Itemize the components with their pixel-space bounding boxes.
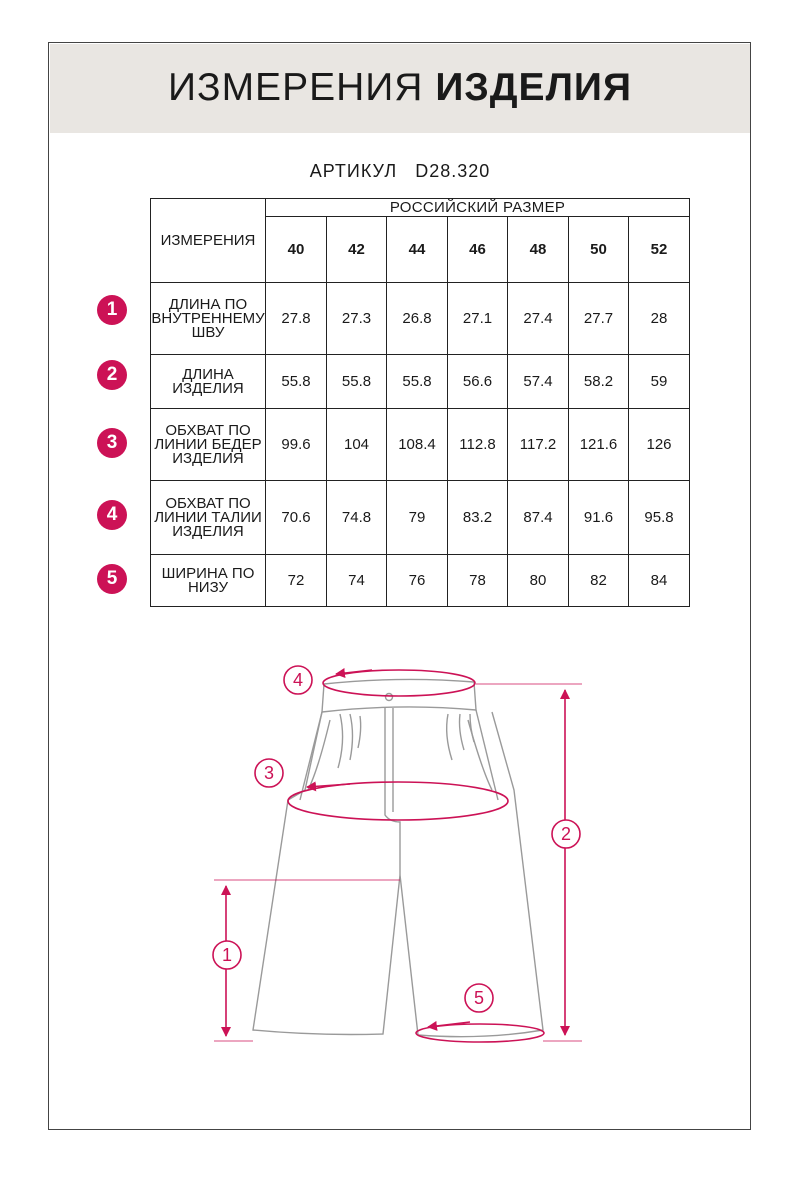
diagram-marker-label: 2	[560, 824, 572, 844]
table-cell: 27.3	[327, 283, 387, 355]
row-number-badge: 3	[97, 428, 127, 458]
table-cell: 26.8	[387, 283, 448, 355]
row-number-badge: 5	[97, 564, 127, 594]
size-header: 44	[387, 217, 448, 283]
waist-arrow	[336, 670, 372, 674]
table-cell: 99.6	[266, 409, 327, 481]
table-cell: 108.4	[387, 409, 448, 481]
row-label: ДЛИНА ИЗДЕЛИЯ	[151, 355, 266, 409]
diagram-marker-label: 5	[473, 988, 485, 1008]
row-label: ШИРИНА ПО НИЗУ	[151, 555, 266, 607]
table-cell: 121.6	[569, 409, 629, 481]
table-cell: 104	[327, 409, 387, 481]
diagram-marker-label: 3	[263, 763, 275, 783]
row-number-badge: 1	[97, 295, 127, 325]
table-cell: 58.2	[569, 355, 629, 409]
table-cell: 112.8	[448, 409, 508, 481]
row-number-badge: 2	[97, 360, 127, 390]
shorts-outline	[253, 679, 543, 1036]
title-light: ИЗМЕРЕНИЯ	[167, 66, 424, 109]
table-cell: 55.8	[327, 355, 387, 409]
waist-circumference-mark	[323, 670, 475, 696]
size-header: 46	[448, 217, 508, 283]
measurement-guides	[226, 670, 565, 1042]
hip-circumference-mark	[288, 782, 508, 820]
table-cell: 83.2	[448, 481, 508, 555]
table-cell: 126	[629, 409, 690, 481]
title-bold: ИЗДЕЛИЯ	[435, 66, 632, 109]
size-header: 40	[266, 217, 327, 283]
table-cell: 91.6	[569, 481, 629, 555]
table-cell: 117.2	[508, 409, 569, 481]
table-cell: 95.8	[629, 481, 690, 555]
extension-lines	[214, 684, 582, 1041]
table-cell: 27.1	[448, 283, 508, 355]
table-cell: 55.8	[387, 355, 448, 409]
table-cell: 59	[629, 355, 690, 409]
table-cell: 82	[569, 555, 629, 607]
table-cell: 80	[508, 555, 569, 607]
table-cell: 56.6	[448, 355, 508, 409]
row-label: ДЛИНА ПО ВНУТРЕННЕМУ ШВУ	[151, 283, 266, 355]
size-header: 52	[629, 217, 690, 283]
table-cell: 28	[629, 283, 690, 355]
article-label: АРТИКУЛ	[309, 161, 398, 181]
size-header: 50	[569, 217, 629, 283]
table-cell: 87.4	[508, 481, 569, 555]
table-cell: 27.8	[266, 283, 327, 355]
article-code: D28.320	[415, 161, 491, 181]
size-header: 48	[508, 217, 569, 283]
row-label: ОБХВАТ ПО ЛИНИИ ТАЛИИ ИЗДЕЛИЯ	[151, 481, 266, 555]
table-cell: 74.8	[327, 481, 387, 555]
table-group-label: РОССИЙСКИЙ РАЗМЕР	[266, 199, 690, 217]
table-cell: 27.7	[569, 283, 629, 355]
table-cell: 74	[327, 555, 387, 607]
diagram-marker-label: 1	[221, 945, 233, 965]
diagram-marker-label: 4	[292, 670, 304, 690]
table-corner-label: ИЗМЕРЕНИЯ	[151, 199, 266, 283]
table-cell: 70.6	[266, 481, 327, 555]
table-cell: 27.4	[508, 283, 569, 355]
size-header: 42	[327, 217, 387, 283]
row-number-badge: 4	[97, 500, 127, 530]
table-cell: 72	[266, 555, 327, 607]
table-cell: 79	[387, 481, 448, 555]
table-cell: 55.8	[266, 355, 327, 409]
table-cell: 57.4	[508, 355, 569, 409]
row-label: ОБХВАТ ПО ЛИНИИ БЕДЕР ИЗДЕЛИЯ	[151, 409, 266, 481]
table-cell: 84	[629, 555, 690, 607]
table-cell: 78	[448, 555, 508, 607]
table-cell: 76	[387, 555, 448, 607]
